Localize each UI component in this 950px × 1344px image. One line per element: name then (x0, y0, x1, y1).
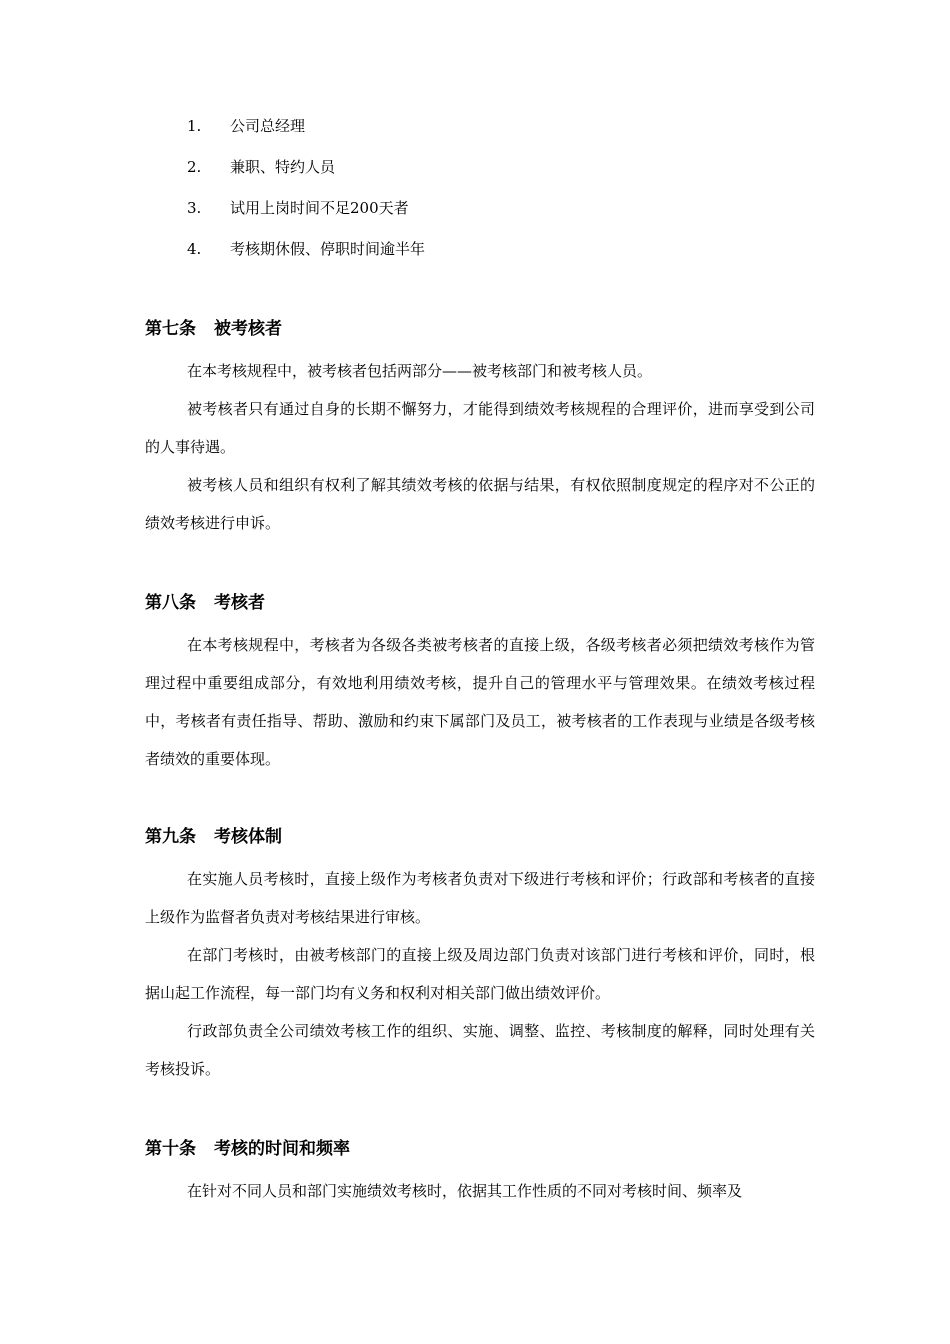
paragraph: 在本考核规程中，考核者为各级各类被考核者的直接上级，各级考核者必须把绩效考核作为管理过程中重要组成部分，有效地利用绩效考核，提升自己的管理水平与管理效果。在绩效考核过程中，考核者有责任指导、帮助、激励和约束下属部门及员工，被考核者的工作表现与业绩是各级考核者绩效的重要体现。 (145, 636, 815, 768)
list-text: 试用上岗时间不足200天者 (230, 199, 409, 217)
article-number: 第十条 (145, 1139, 196, 1159)
article-number: 第九条 (145, 827, 196, 847)
paragraph: 被考核者只有通过自身的长期不懈努力，才能得到绩效考核规程的合理评价，进而享受到公司的人事待遇。 (145, 400, 815, 456)
list-number: 2. (187, 158, 202, 176)
excluded-list (187, 114, 787, 278)
section-article-8 (145, 590, 815, 778)
list-item (187, 196, 787, 237)
list-number: 3. (187, 199, 202, 217)
list-item (187, 155, 787, 196)
paragraph: 在针对不同人员和部门实施绩效考核时，依据其工作性质的不同对考核时间、频率及 (187, 1182, 743, 1200)
section-heading (145, 590, 815, 616)
article-title: 考核体制 (214, 827, 282, 847)
list-item (187, 114, 787, 155)
article-title: 考核的时间和频率 (214, 1139, 350, 1159)
section-article-10 (145, 1136, 815, 1210)
list-item (187, 237, 787, 278)
paragraph: 在部门考核时，由被考核部门的直接上级及周边部门负责对该部门进行考核和评价，同时，根据山起工作流程，每一部门均有义务和权利对相关部门做出绩效评价。 (145, 946, 815, 1002)
section-article-7 (145, 316, 815, 542)
section-article-9 (145, 824, 815, 1088)
list-number: 1. (187, 117, 202, 135)
section-heading (145, 824, 815, 850)
paragraph: 被考核人员和组织有权利了解其绩效考核的依据与结果，有权依照制度规定的程序对不公正的绩效考核进行申诉。 (145, 476, 815, 532)
article-title: 被考核者 (214, 319, 282, 339)
paragraph: 行政部负责全公司绩效考核工作的组织、实施、调整、监控、考核制度的解释，同时处理有关考核投诉。 (145, 1022, 815, 1078)
article-number: 第七条 (145, 319, 196, 339)
article-title: 考核者 (214, 593, 265, 613)
list-text: 考核期休假、停职时间逾半年 (230, 240, 426, 258)
list-text: 公司总经理 (230, 117, 306, 135)
list-text: 兼职、特约人员 (230, 158, 336, 176)
paragraph: 在实施人员考核时，直接上级作为考核者负责对下级进行考核和评价；行政部和考核者的直接上级作为监督者负责对考核结果进行审核。 (145, 870, 815, 926)
article-number: 第八条 (145, 593, 196, 613)
list-number: 4. (187, 240, 202, 258)
paragraph: 在本考核规程中，被考核者包括两部分——被考核部门和被考核人员。 (187, 362, 653, 380)
section-heading (145, 316, 815, 342)
section-heading (145, 1136, 815, 1162)
